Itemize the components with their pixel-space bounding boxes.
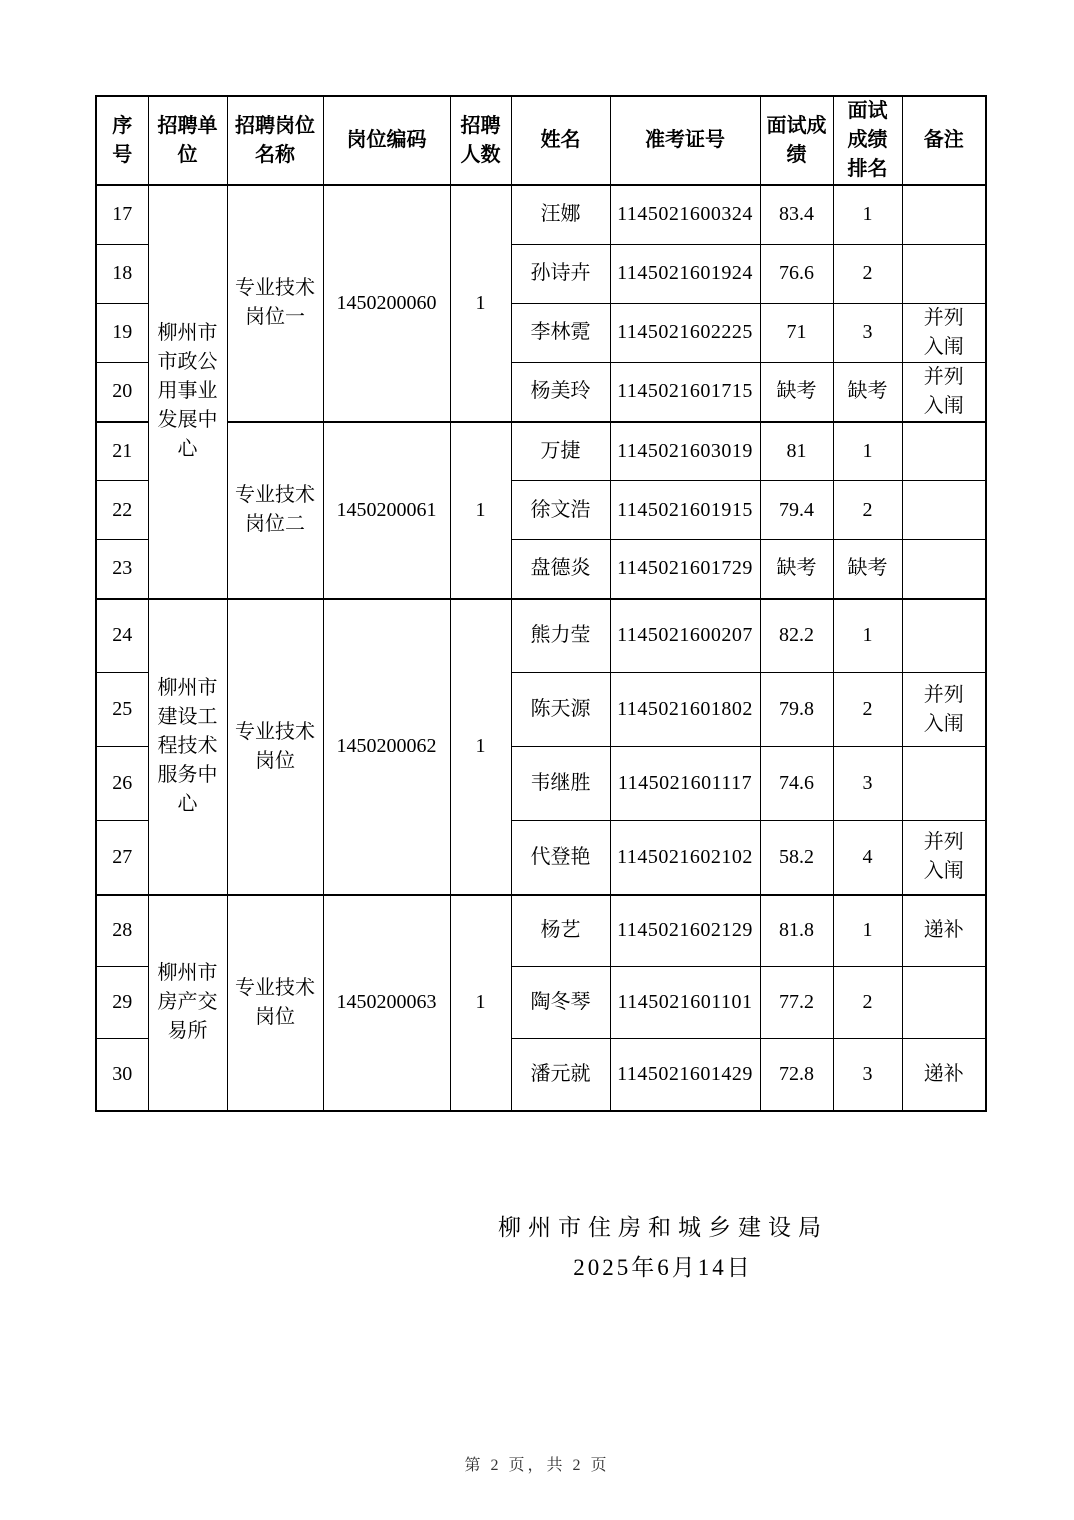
cell-name: 盘德炎	[511, 540, 610, 599]
cell-rank: 2	[833, 967, 902, 1039]
cell-serial: 20	[96, 362, 148, 422]
cell-ticket: 1145021603019	[610, 422, 760, 481]
cell-note: 递补	[902, 895, 986, 967]
cell-serial: 25	[96, 673, 148, 747]
cell-rank: 3	[833, 1039, 902, 1111]
cell-count: 1	[450, 422, 511, 599]
col-header-unit: 招聘单位	[148, 96, 227, 185]
cell-name: 陶冬琴	[511, 967, 610, 1039]
cell-note	[902, 540, 986, 599]
cell-code: 1450200061	[323, 422, 450, 599]
cell-ticket: 1145021602129	[610, 895, 760, 967]
cell-unit: 柳州市市政公用事业发展中心	[148, 185, 227, 599]
cell-serial: 28	[96, 895, 148, 967]
cell-code: 1450200063	[323, 895, 450, 1111]
cell-note: 并列入闱	[902, 362, 986, 422]
cell-name: 陈天源	[511, 673, 610, 747]
cell-note: 并列入闱	[902, 303, 986, 362]
cell-score: 72.8	[760, 1039, 833, 1111]
score-table-container	[95, 95, 987, 1112]
cell-name: 汪娜	[511, 185, 610, 244]
cell-position: 专业技术岗位一	[227, 185, 323, 422]
cell-ticket: 1145021602225	[610, 303, 760, 362]
table-body	[96, 185, 986, 1111]
cell-ticket: 1145021601729	[610, 540, 760, 599]
cell-name: 熊力莹	[511, 599, 610, 673]
cell-unit: 柳州市建设工程技术服务中心	[148, 599, 227, 895]
cell-count: 1	[450, 185, 511, 422]
col-header-ticket: 准考证号	[610, 96, 760, 185]
cell-name: 徐文浩	[511, 481, 610, 540]
cell-name: 孙诗卉	[511, 244, 610, 303]
col-header-name: 姓名	[511, 96, 610, 185]
col-header-rank: 面试成绩排名	[833, 96, 902, 185]
cell-ticket: 1145021600324	[610, 185, 760, 244]
cell-serial: 21	[96, 422, 148, 481]
cell-rank: 4	[833, 821, 902, 895]
cell-ticket: 1145021600207	[610, 599, 760, 673]
table-row	[96, 895, 986, 967]
cell-ticket: 1145021601117	[610, 747, 760, 821]
cell-ticket: 1145021601101	[610, 967, 760, 1039]
cell-score: 74.6	[760, 747, 833, 821]
issue-date: 2025年6月14日	[573, 1255, 753, 1280]
cell-name: 李林霓	[511, 303, 610, 362]
cell-score: 71	[760, 303, 833, 362]
cell-score: 83.4	[760, 185, 833, 244]
cell-name: 万捷	[511, 422, 610, 481]
cell-note: 并列入闱	[902, 821, 986, 895]
cell-note	[902, 747, 986, 821]
cell-rank: 2	[833, 244, 902, 303]
cell-score: 76.6	[760, 244, 833, 303]
cell-serial: 18	[96, 244, 148, 303]
cell-score: 缺考	[760, 540, 833, 599]
cell-serial: 17	[96, 185, 148, 244]
signature-block	[252, 1208, 1074, 1288]
cell-position: 专业技术岗位	[227, 895, 323, 1111]
cell-rank: 2	[833, 673, 902, 747]
cell-position: 专业技术岗位	[227, 599, 323, 895]
cell-note: 递补	[902, 1039, 986, 1111]
cell-rank: 3	[833, 303, 902, 362]
cell-score: 77.2	[760, 967, 833, 1039]
cell-unit: 柳州市房产交易所	[148, 895, 227, 1111]
cell-note	[902, 481, 986, 540]
cell-note: 并列入闱	[902, 673, 986, 747]
table-row	[96, 422, 986, 481]
cell-ticket: 1145021601715	[610, 362, 760, 422]
cell-code: 1450200062	[323, 599, 450, 895]
cell-serial: 22	[96, 481, 148, 540]
cell-serial: 30	[96, 1039, 148, 1111]
cell-score: 82.2	[760, 599, 833, 673]
cell-name: 杨艺	[511, 895, 610, 967]
col-header-count: 招聘人数	[450, 96, 511, 185]
cell-ticket: 1145021601915	[610, 481, 760, 540]
cell-rank: 3	[833, 747, 902, 821]
header-row	[96, 96, 986, 185]
table-row	[96, 599, 986, 673]
cell-rank: 缺考	[833, 362, 902, 422]
cell-score: 58.2	[760, 821, 833, 895]
cell-serial: 19	[96, 303, 148, 362]
cell-ticket: 1145021602102	[610, 821, 760, 895]
col-header-position: 招聘岗位名称	[227, 96, 323, 185]
cell-score: 79.4	[760, 481, 833, 540]
cell-rank: 1	[833, 185, 902, 244]
cell-rank: 1	[833, 599, 902, 673]
cell-name: 代登艳	[511, 821, 610, 895]
cell-name: 韦继胜	[511, 747, 610, 821]
interview-score-table	[95, 95, 987, 1112]
col-header-code: 岗位编码	[323, 96, 450, 185]
cell-ticket: 1145021601429	[610, 1039, 760, 1111]
cell-score: 79.8	[760, 673, 833, 747]
col-header-serial: 序号	[96, 96, 148, 185]
cell-serial: 26	[96, 747, 148, 821]
cell-note	[902, 185, 986, 244]
cell-position: 专业技术岗位二	[227, 422, 323, 599]
cell-ticket: 1145021601802	[610, 673, 760, 747]
cell-rank: 1	[833, 422, 902, 481]
table-row	[96, 185, 986, 244]
cell-note	[902, 244, 986, 303]
cell-code: 1450200060	[323, 185, 450, 422]
page-number: 第 2 页，共 2 页	[464, 1457, 610, 1474]
cell-name: 杨美玲	[511, 362, 610, 422]
cell-count: 1	[450, 895, 511, 1111]
cell-serial: 24	[96, 599, 148, 673]
table-header	[96, 96, 986, 185]
cell-serial: 29	[96, 967, 148, 1039]
issuing-authority: 柳州市住房和城乡建设局	[498, 1215, 828, 1240]
cell-note	[902, 599, 986, 673]
cell-note	[902, 422, 986, 481]
cell-count: 1	[450, 599, 511, 895]
cell-ticket: 1145021601924	[610, 244, 760, 303]
cell-score: 81	[760, 422, 833, 481]
cell-serial: 23	[96, 540, 148, 599]
cell-score: 81.8	[760, 895, 833, 967]
cell-rank: 缺考	[833, 540, 902, 599]
cell-rank: 1	[833, 895, 902, 967]
col-header-score: 面试成绩	[760, 96, 833, 185]
cell-rank: 2	[833, 481, 902, 540]
col-header-note: 备注	[902, 96, 986, 185]
cell-note	[902, 967, 986, 1039]
cell-serial: 27	[96, 821, 148, 895]
cell-name: 潘元就	[511, 1039, 610, 1111]
cell-score: 缺考	[760, 362, 833, 422]
